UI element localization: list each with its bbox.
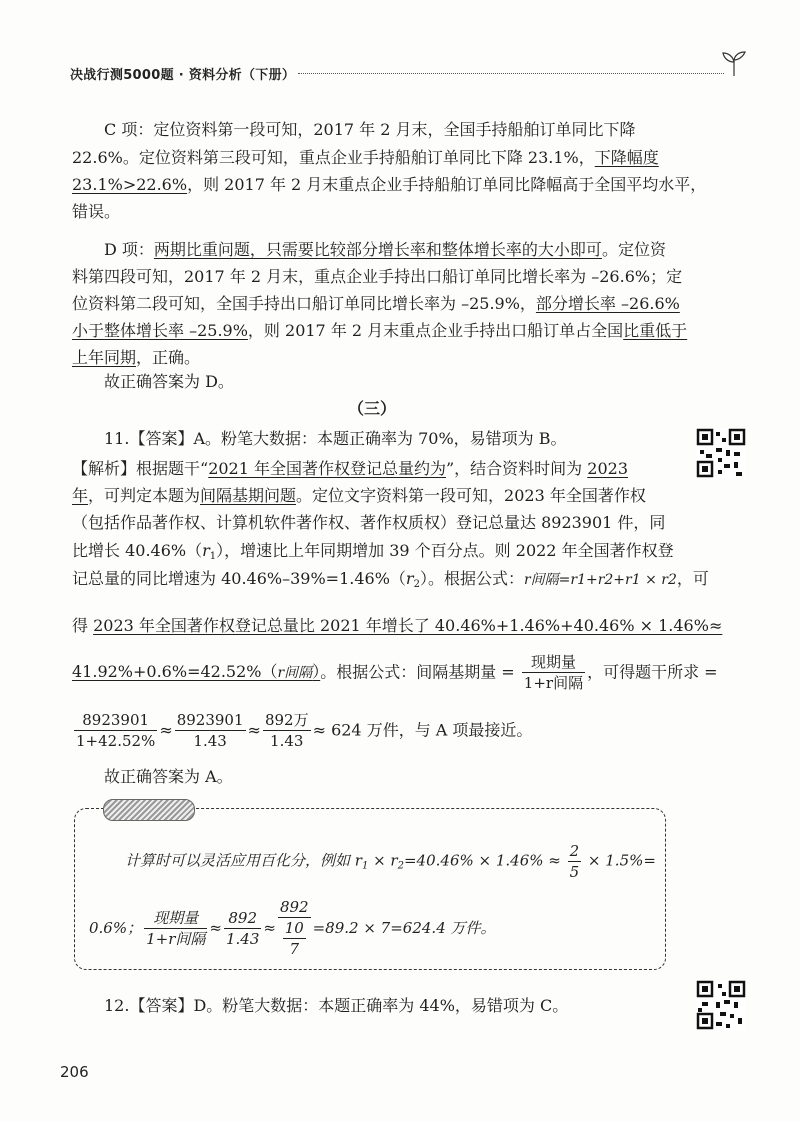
book-title: 决战行测5000题 · 资料分析（下册）	[70, 68, 296, 83]
q11-analysis-line-7: 41.92%+0.6%=42.52%（r间隔）。根据公式：间隔基期量 = $\frac{\text{现期量}}{\text{1+r间隔}}$ ，可得题干所求 =	[72, 653, 718, 692]
header-rule	[298, 73, 724, 74]
fraction-2: $\frac{8923901}{1.43}$	[176, 711, 244, 750]
running-header	[60, 60, 750, 90]
section-c-line-1: C 项：定位资料第一段可知，2017 年 2 月末，全国手持船舶订单同比下降	[104, 120, 636, 139]
fraction-1: $\frac{8923901}{1+42.52\%}$	[76, 711, 156, 750]
section-heading: （三）	[347, 399, 396, 418]
q11-analysis-line-8: $\frac{8923901}{1+42.52\%}$ ≈ $\frac{8923901}{1.43}$ ≈ $\frac{\text{892万}}{1.43}$ ≈ 624 万件，与 A 项最接近。	[76, 711, 533, 750]
section-c-line-4: 错误。	[72, 202, 121, 221]
qr-code-icon[interactable]	[696, 428, 746, 478]
answer-conclusion-10: 故正确答案为 D。	[104, 372, 234, 391]
fraction-current-over-rate: $\frac{\text{现期量}}{\text{1+r间隔}}$	[146, 908, 206, 948]
fraction-3: $\frac{\text{892万}}{1.43}$	[264, 711, 309, 750]
q11-analysis-line-5: 记总量的同比增速为 $40.46\%-39\%=1.46\%(r_2)$。根据公式：r间隔=r1+r2+r1 × r2，可	[72, 569, 709, 590]
fraction-two-fifths: $\frac{2}{5}$	[569, 842, 580, 881]
section-d-line-1: D 项：两期比重问题，只需要比较部分增长率和整体增长率的大小即可。定位资	[104, 240, 666, 259]
page-number: 206	[60, 1063, 89, 1081]
section-d-line-4: 小于整体增长率 –25.9%，则 2017 年 2 月末重点企业手持出口船订单占全国比重低于	[72, 321, 688, 340]
answer-conclusion-11: 故正确答案为 A。	[104, 767, 233, 786]
sprout-icon	[718, 50, 750, 78]
tip-line-1: 计算时可以灵活应用百化分，例如 $r_1 \times r_2=40.46\% \times 1.46\%$ ≈ $\frac{2}{5}$ × 1.5%=	[125, 842, 656, 881]
qr-code-icon[interactable]	[696, 980, 746, 1030]
fraction-892-over-ten-sevenths: $\frac{892}{\frac{10}{7}}$	[279, 898, 309, 958]
q12-answer-line: 12.【答案】D。粉笔大数据：本题正确率为 44%，易错项为 C。	[104, 996, 569, 1015]
section-c-line-2: 22.6%。定位资料第三段可知，重点企业手持船舶订单同比下降 23.1%，下降幅度	[72, 148, 659, 167]
section-d-line-2: 料第四段可知，2017 年 2 月末，重点企业手持出口船订单同比增长率为 –26.6%；定	[72, 267, 683, 286]
q11-analysis-line-3: （包括作品著作权、计算机软件著作权、著作权质权）登记总量达 8923901 件，同	[72, 513, 666, 532]
section-d-line-3: 位资料第二段可知，全国手持出口船订单同比增长率为 –25.9%，部分增长率 –26.6%	[72, 294, 680, 313]
tip-box	[74, 808, 666, 970]
q11-analysis-line-6: 得 2023 年全国著作权登记总量比 2021 年增长了 40.46%+1.46%+40.46% × 1.46%≈	[72, 616, 723, 635]
q11-analysis-line-2: 年，可判定本题为间隔基期问题。定位文字资料第一段可知，2023 年全国著作权	[72, 486, 646, 505]
q11-analysis-line-1: 【解析】根据题干“2021 年全国著作权登记总量约为”，结合资料时间为 2023	[72, 459, 628, 478]
q11-analysis-line-4: 比增长 $40.46\%(r_1)$，增速比上年同期增加 39 个百分点。则 2022 年全国著作权登	[72, 541, 674, 562]
q11-answer-line: 11.【答案】A。粉笔大数据：本题正确率为 70%，易错项为 B。	[104, 429, 567, 448]
fraction-interval-base: $\frac{\text{现期量}}{\text{1+r间隔}}$	[523, 653, 584, 692]
fraction-892-over-143: $\frac{892}{1.43}$	[225, 908, 260, 948]
tip-badge-icon	[103, 799, 195, 821]
tip-line-2: 0.6%； $\frac{\text{现期量}}{\text{1+r间隔}}$ ≈ $\frac{892}{1.43}$ ≈ $\frac{892}{\frac{10}{7}}$ =89.2 × 7=624.4 万件。	[89, 898, 496, 958]
section-c-line-3: 23.1%>22.6%，则 2017 年 2 月末重点企业手持船舶订单同比降幅高于全国平均水平，	[72, 175, 707, 194]
section-d-line-5: 上年同期，正确。	[72, 348, 201, 367]
